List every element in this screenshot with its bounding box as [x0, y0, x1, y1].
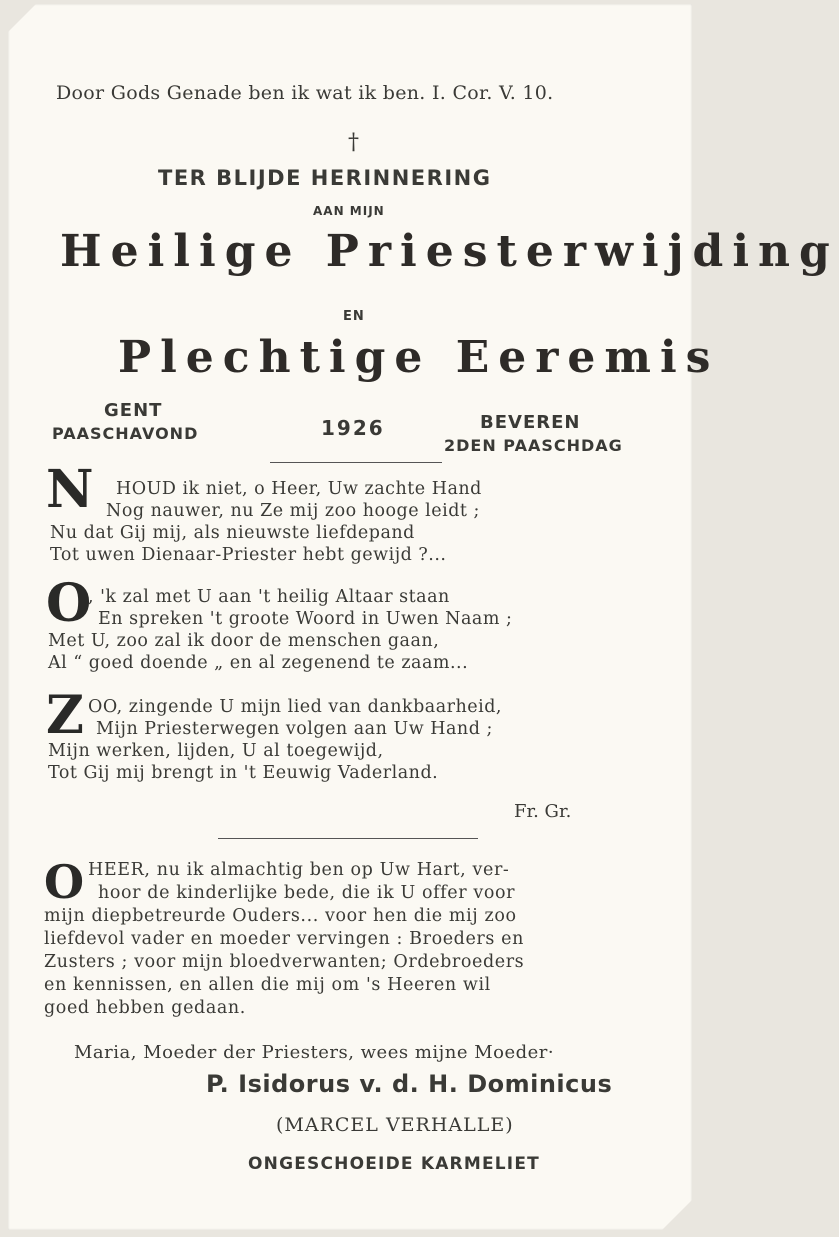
stanza-1-line-4: Tot uwen Dienaar-Priester hebt gewijd ?... [50, 545, 447, 565]
year: 1926 [321, 416, 385, 440]
maria-invocation: Maria, Moeder der Priesters, wees mijne Moeder· [74, 1042, 555, 1063]
prayer-line-3: mijn diepbetreurde Ouders... voor hen die mij zoo [44, 906, 517, 926]
scripture-quote: Door Gods Genade ben ik wat ik ben. I. Cor. V. 10. [56, 82, 554, 104]
prayer-line-4: liefdevol vader en moeder vervingen : Broeders en [44, 929, 524, 949]
stanza-2 [44, 586, 512, 674]
card-corner-top-left [8, 4, 36, 32]
divider-top [270, 462, 442, 463]
title-eeremis: Plechtige Eeremis [118, 332, 720, 383]
dropcap-stanza-2: O [46, 573, 92, 634]
heading-herinnering: TER BLIJDE HERINNERING [158, 166, 492, 190]
stanza-1-line-3: Nu dat Gij mij, als nieuwste liefdepand [50, 523, 415, 543]
dropcap-prayer: O [44, 855, 85, 909]
prayer-line-1: HEER, nu ik almachtig ben op Uw Hart, ver- [88, 860, 510, 880]
title-priesterwijding: Heilige Priesterwijding [60, 226, 839, 277]
stanza-2-line-4: Al “ goed doende „ en al zegenend te zaam... [48, 653, 469, 673]
religious-name: P. Isidorus v. d. H. Dominicus [206, 1070, 613, 1098]
dropcap-stanza-1: N [46, 459, 94, 520]
religious-order: ONGESCHOEIDE KARMELIET [248, 1154, 540, 1174]
place-beveren: BEVEREN [480, 412, 581, 433]
dropcap-stanza-3: Z [46, 685, 84, 746]
memorial-card [8, 4, 839, 1230]
stanza-3-line-2: Mijn Priesterwegen volgen aan Uw Hand ; [96, 719, 493, 739]
stanza-3-line-4: Tot Gij mij brengt in 't Eeuwig Vaderland. [48, 763, 439, 783]
stanza-3-line-1: OO, zingende U mijn lied van dankbaarheid, [88, 697, 502, 717]
stanza-1-line-1: HOUD ik niet, o Heer, Uw zachte Hand [116, 479, 482, 499]
stanza-1 [44, 478, 482, 566]
day-paaschdag: 2DEN PAASCHDAG [444, 436, 623, 455]
stanza-2-line-1: , 'k zal met U aan 't heilig Altaar staan [88, 587, 450, 607]
heading-aan-mijn: AAN MIJN [313, 204, 385, 218]
day-paaschavond: PAASCHAVOND [52, 424, 199, 443]
card-corner-bottom-right [662, 1200, 692, 1230]
prayer-line-7: goed hebben gedaan. [44, 998, 246, 1018]
prayer-line-5: Zusters ; voor mijn bloedverwanten; Ordebroeders [44, 952, 525, 972]
prayer-line-2: hoor de kinderlijke bede, die ik U offer voor [98, 883, 516, 903]
divider-middle [218, 838, 478, 839]
stanza-1-line-2: Nog nauwer, nu Ze mij zoo hooge leidt ; [106, 501, 480, 521]
civil-name: (MARCEL VERHALLE) [276, 1114, 514, 1136]
stanza-3-line-3: Mijn werken, lijden, U al toegewijd, [48, 741, 384, 761]
cross-icon: † [348, 130, 359, 155]
poem-signature: Fr. Gr. [514, 801, 572, 822]
stanza-2-line-2: En spreken 't groote Woord in Uwen Naam ; [98, 609, 513, 629]
stanza-3 [44, 696, 502, 784]
place-gent: GENT [104, 400, 163, 421]
prayer-text [44, 859, 664, 1020]
heading-en: EN [343, 309, 365, 324]
stanza-2-line-3: Met U, zoo zal ik door de menschen gaan, [48, 631, 440, 651]
prayer-line-6: en kennissen, en allen die mij om 's Heeren wil [44, 975, 491, 995]
